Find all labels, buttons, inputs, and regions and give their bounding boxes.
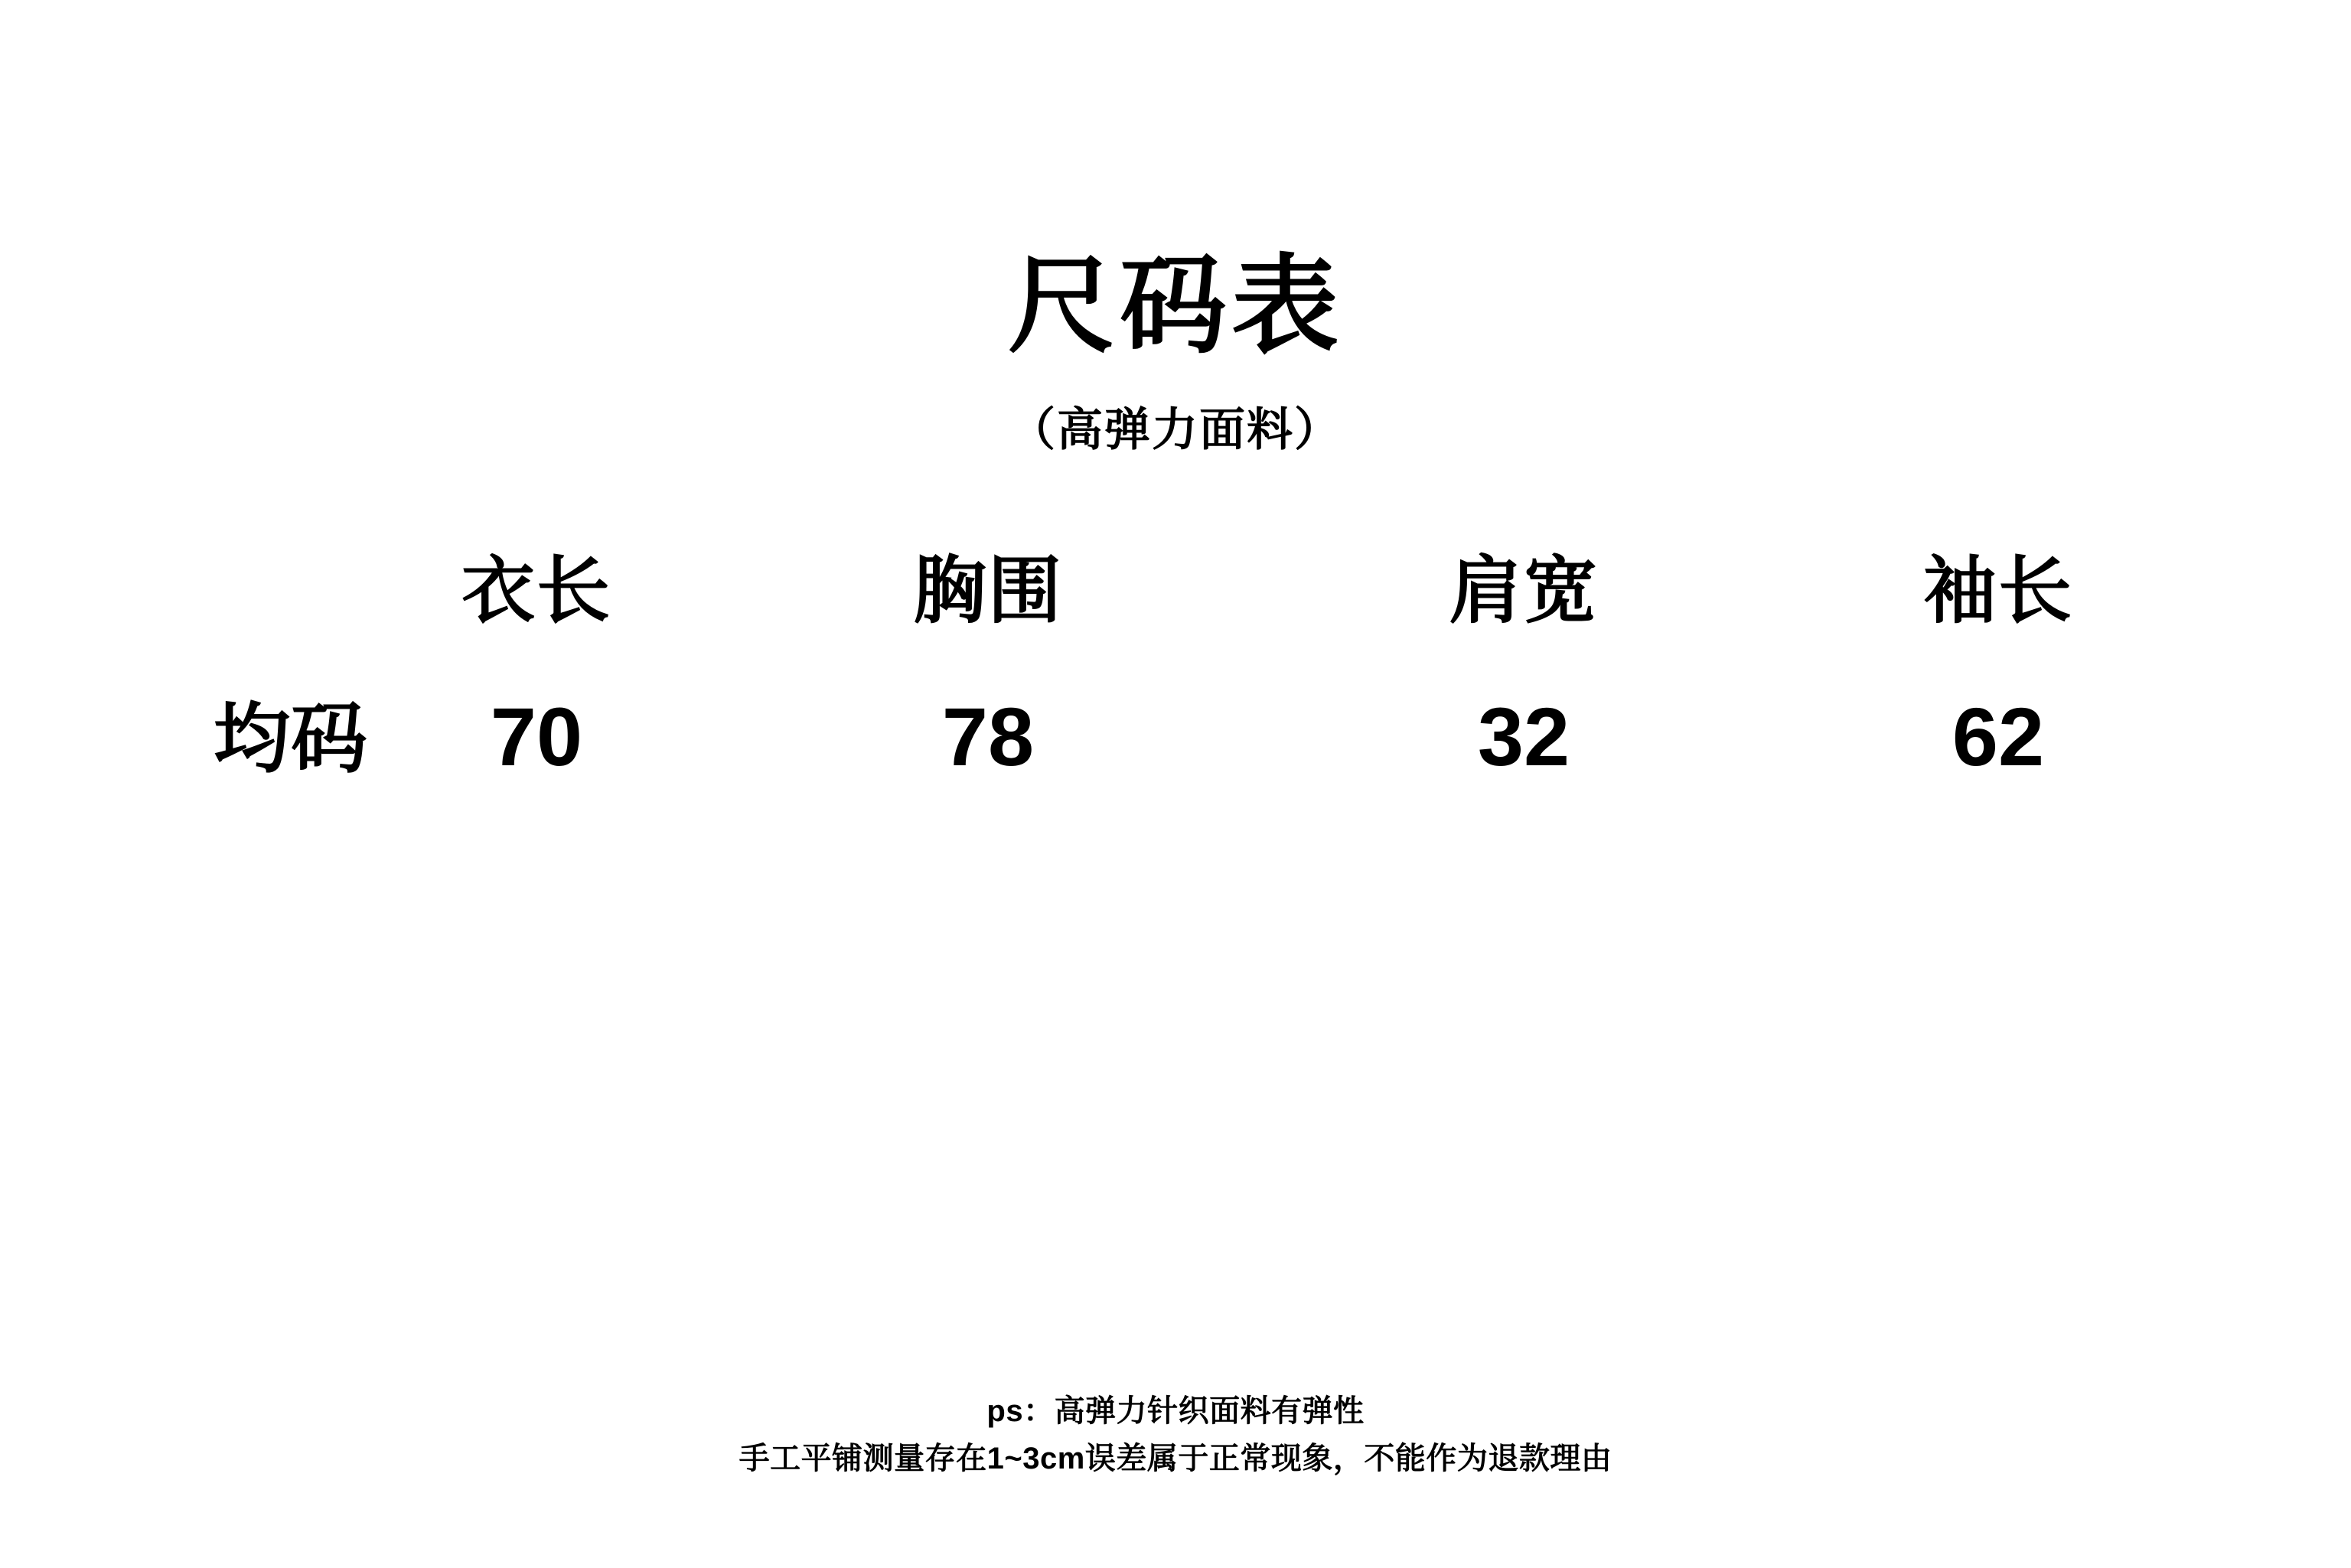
page-title: 尺码表: [1007, 246, 1343, 366]
table-row: [77, 689, 2274, 783]
column-header-length: 衣长: [461, 550, 611, 632]
note-line-2: 手工平铺测量存在1~3cm误差属于正常现象，不能作为退款理由: [739, 1442, 1612, 1475]
table-header-row: [77, 551, 2274, 632]
cell-shoulder: 32: [1477, 689, 1570, 783]
cell-length: 70: [490, 689, 583, 783]
cell-bust: 78: [941, 689, 1035, 783]
page-subtitle: （高弹力面料）: [1009, 404, 1342, 455]
size-table: [77, 551, 2274, 782]
cell-sleeve: 62: [1952, 689, 2045, 783]
column-header-shoulder: 肩宽: [1449, 550, 1599, 632]
note-line-1: ps：高弹力针织面料有弹性: [986, 1394, 1365, 1428]
footer-notes: [0, 1387, 2351, 1482]
column-header-bust: 胸围: [913, 550, 1063, 632]
column-header-sleeve: 袖长: [1923, 550, 2073, 632]
cell-size-label: 均码: [214, 696, 368, 782]
